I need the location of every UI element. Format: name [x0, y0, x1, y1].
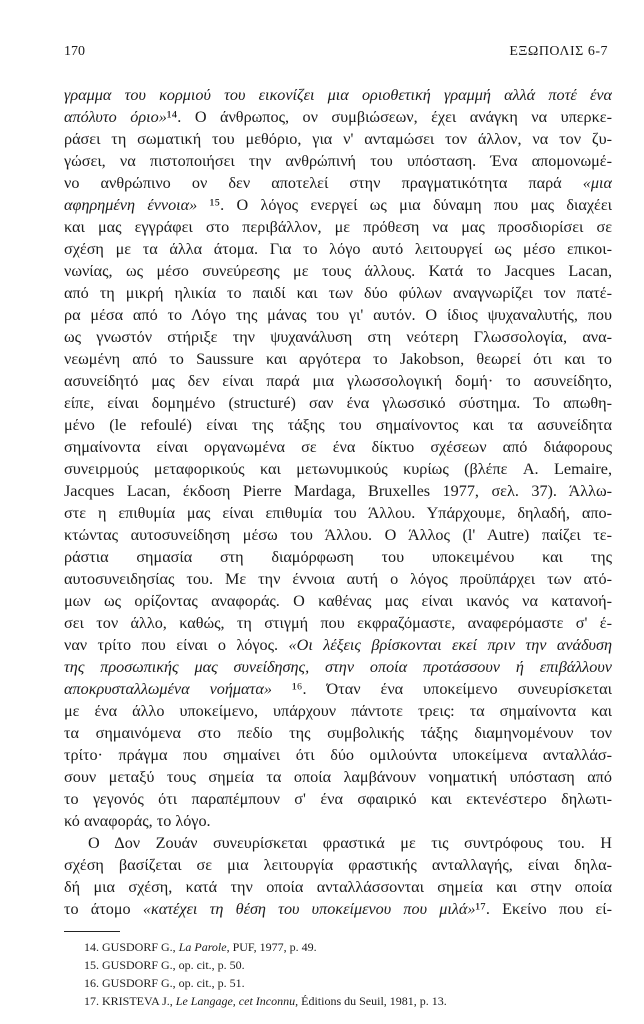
text-line: τα σημαινόμενα στο πεδίο της συμβολικής τάξης διαμηνομένουν τον	[64, 724, 612, 742]
text-segment: ¹⁴. Ο άνθρωπος, ον συμβιώσεων, έχει ανάγκη να υπερκε-	[166, 108, 612, 126]
text-line: είπε, είναι δομημένο (structuré) σαν ένα γλωσσικό σύστημα. Το απωθη-	[64, 394, 612, 412]
footnote-segment: , PUF, 1977, p. 49.	[226, 940, 317, 954]
footnote-segment: 15. GUSDORF G., op. cit., p. 50.	[84, 958, 245, 972]
text-line	[64, 898, 612, 920]
text-segment: ναν τρίτο που είναι ο λόγος.	[64, 636, 289, 654]
footnote-segment: Le Langage, cet Inconnu	[175, 994, 296, 1008]
text-line: Ο Δον Ζουάν συνευρίσκεται φραστικά με τις συντρόφους του. Η	[88, 834, 612, 852]
text-line: δή μια σχέση, κατά την οποία ανταλλάσσονται σημεία και στην οποία	[64, 878, 612, 896]
body-text	[64, 84, 612, 920]
text-line	[64, 194, 612, 216]
text-segment: αποκρυσταλλωμένα νοήματα»	[64, 680, 272, 698]
text-line	[64, 634, 612, 656]
text-segment: «μια	[582, 174, 612, 192]
footnote-segment: 14. GUSDORF G.,	[84, 940, 179, 954]
text-line: μων ως ορίζοντας αναφοράς. Ο καθένας μας είναι ικανός να κατανοή-	[64, 592, 612, 610]
text-line: κό αναφοράς, το λόγο.	[64, 812, 211, 830]
text-segment: ¹⁶. Όταν ένα υποκείμενο συνευρίσκεται	[271, 680, 612, 698]
text-line: στε η επιθυμία μας είναι επιθυμία του Άλλου. Υπάρχουμε, δηλαδή, απο-	[64, 504, 612, 522]
text-line: ράστια σημασία στη διαμόρφωση του υποκειμένου και της	[64, 548, 612, 566]
text-line: το γεγονός ότι παραπέμπουν σ' ένα σφαιρικό και εκτενέστερο δηλωτι-	[64, 790, 612, 808]
footnote-segment: 16. GUSDORF G., op. cit., p. 51.	[84, 976, 245, 990]
running-title: ΕΞΩΠΟΛΙΣ 6-7	[509, 44, 608, 59]
footnote	[84, 992, 604, 1010]
text-segment: το άτομο	[64, 900, 143, 918]
page-header	[64, 44, 608, 66]
footnote	[84, 956, 604, 974]
footnote-divider	[64, 931, 120, 932]
text-line: κτώντας αυτοσυνείδηση μέσω του Άλλου. Ο Άλλος (l' Autre) παίζει τε-	[64, 526, 612, 544]
text-line: ρα μέσα από το Λόγο της μάνας του γι' αυτόν. Ο ίδιος ψυχαναλυτής, που	[64, 306, 612, 324]
text-line: ως γνωστόν στήριξε την ψυχανάλυση στη νεότερη Γλωσσολογία, ανα-	[64, 328, 612, 346]
text-line: σημαίνοντα είναι οργανωμένα σε ένα δίκτυο σχέσεων από διάφορους	[64, 438, 612, 456]
text-line: συνειρμούς μεταφορικούς και μετωνυμικούς κυρίως (βλέπε A. Lemaire,	[64, 460, 612, 478]
text-line: Jacques Lacan, έκδοση Pierre Mardaga, Bruxelles 1977, σελ. 37). Άλλω-	[64, 482, 612, 500]
text-line: τρίτο· πράγμα που σημαίνει ότι δύο ομιλούντα υποκείμενα ανταλλάσ-	[64, 746, 612, 764]
text-line: γραμμα του κορμιού του εικονίζει μια οριοθετική γραμμή αλλά ποτέ ένα	[64, 86, 612, 104]
text-segment: νο ανθρώπινο ον δεν αποτελεί στην πραγματικότητα παρά	[64, 174, 583, 192]
text-line: σχέση βασίζεται σε μια λειτουργία φραστικής ανταλλαγής, είναι δηλα-	[64, 856, 612, 874]
text-line: σει τον άλλο, καθώς, τη στιγμή που εκφραζόμαστε, αναφερόμαστε σ' έ-	[64, 614, 612, 632]
text-line: αυτοσυνειδησίας του. Με την έννοια αυτή ο λόγος προϋπάρχει των ατό-	[64, 570, 612, 588]
footnotes	[84, 938, 604, 1010]
text-segment: ¹⁷. Εκείνο που εί-	[475, 900, 612, 918]
page-number: 170	[64, 44, 85, 59]
text-line: από τη μικρή ηλικία το παιδί και των δύο φύλων αναγνωρίζει τον πατέ-	[64, 284, 612, 302]
text-line: σουν μεταξύ τους σημεία τα οποία λαμβάνουν νοηματική υπόσταση από	[64, 768, 612, 786]
text-line	[64, 172, 612, 194]
text-line: σχέση με τα άλλα άτομα. Για το λόγο αυτό λειτουργεί ως μέσο επικοι-	[64, 240, 612, 258]
text-line: ασυνείδητό μας δεν είναι παρά μια γλωσσολογική δομή· το ασυνείδητο,	[64, 372, 612, 390]
footnote	[84, 974, 604, 992]
text-line: νωνίας, ως μέσο συνεύρεσης με τους άλλους. Κατά το Jacques Lacan,	[64, 262, 612, 280]
footnote-segment: La Parole	[178, 940, 227, 954]
text-line: γώσει, να πιστοποιήσει την ανθρώπινή του υπόσταση. Ένα απομονωμέ-	[64, 152, 612, 170]
text-line: της προσωπικής μας συνείδησης, στην οποία προτάσσουν ή επιβάλλουν	[64, 658, 612, 676]
footnote	[84, 938, 604, 956]
text-segment: απόλυτο όριο»	[64, 108, 167, 126]
text-segment: ¹⁵. Ο λόγος ενεργεί ως μια δύναμη που μας διαχέει	[197, 196, 612, 214]
text-line	[64, 106, 612, 128]
text-segment: «κατέχει τη θέση του υποκείμενου που μιλά»	[142, 900, 476, 918]
footnote-segment: 17. KRISTEVA J.,	[84, 994, 176, 1008]
text-segment: αφηρημένη έννοια»	[64, 196, 198, 214]
footnote-segment: , Éditions du Seuil, 1981, p. 13.	[295, 994, 447, 1008]
text-segment: «Οι λέξεις βρίσκονται εκεί πριν την ανάδυση	[288, 636, 612, 654]
text-line	[64, 678, 612, 700]
text-line: και μας εγγράφει στο περιβάλλον, με πρόθεση να μας προσδιορίσει σε	[64, 218, 612, 236]
text-line: με ένα άλλο υποκείμενο, υπάρχουν πάντοτε τρεις: τα σημαίνοντα και	[64, 702, 612, 720]
text-line: μένο (le refoulé) είναι της τάξης του σημαίνοντος και τα ασυνείδητα	[64, 416, 612, 434]
text-line: ράσει τη σωματική του μεθόριο, για ν' ανταμώσει τον άλλον, να τον ζυ-	[64, 130, 612, 148]
text-line: νεωμένη από το Saussure και αργότερα το Jakobson, θεωρεί ότι και το	[64, 350, 612, 368]
